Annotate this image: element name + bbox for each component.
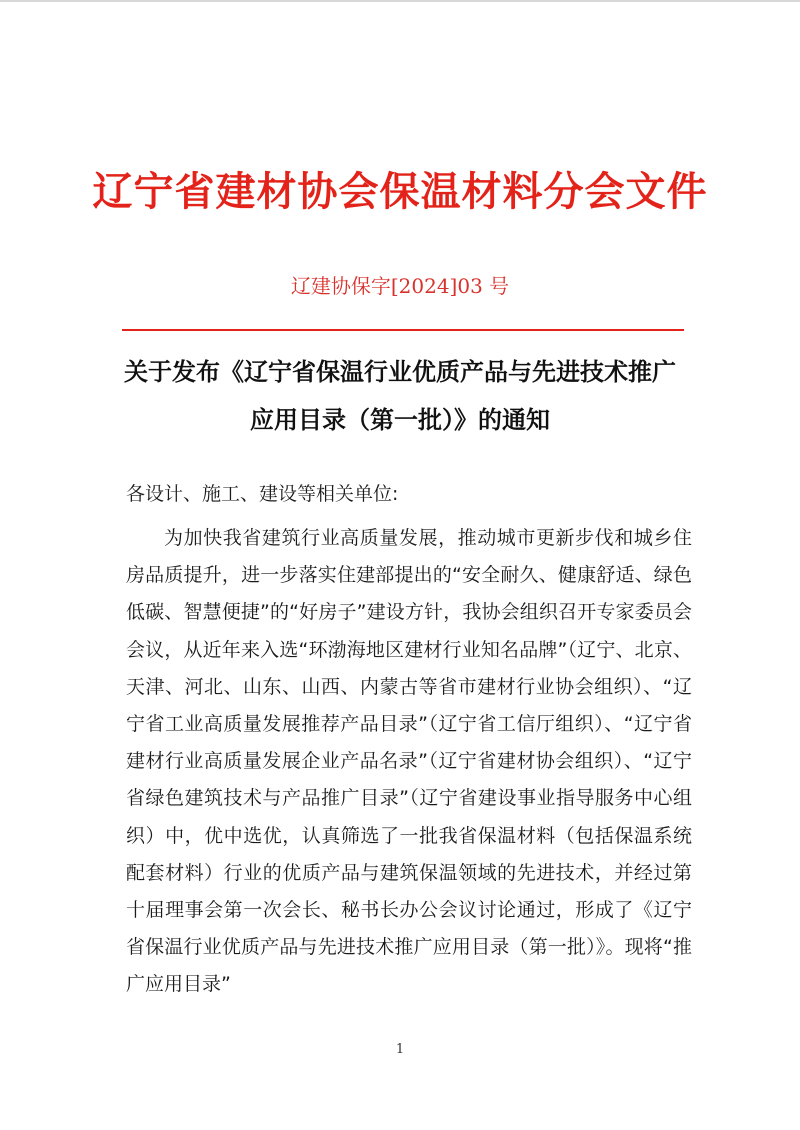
body-paragraph: 为加快我省建筑行业高质量发展，推动城市更新步伐和城乡住房品质提升，进一步落实住建部提出的“安全耐久、健康舒适、绿色低碳、智慧便捷”的“好房子”建设方针，我协会组织召开专家委员会会议，从近年来入选“环渤海地区建材行业知名品牌”（辽宁、北京、天津、河北、山东、山西、内蒙古等省市建材行业协会组织）、“辽宁省工业高质量发展推荐产品目录”（辽宁省工信厅组织）、“辽宁省建材行业高质量发展企业产品名录”（辽宁省建材协会组织）、“辽宁省绿色建筑技术与产品推广目录”（辽宁省建设事业指导服务中心组织）中，优中选优，认真筛选了一批我省保温材料（包括保温系统配套材料）行业的优质产品与建筑保温领域的先进技术，并经过第十届理事会第一次会长、秘书长办公会议讨论通过，形成了《辽宁省保温行业优质产品与先进技术推广应用目录（第一批）》。现将“推广应用目录” [126,527,692,996]
red-divider-line [122,329,684,331]
document-number: 辽建协保字[2024]03 号 [290,274,510,298]
organization-header: 辽宁省建材协会保温材料分会文件 [92,169,708,215]
notice-title-line-2: 应用目录（第一批）》的通知 [250,406,550,434]
notice-title [100,348,700,444]
addressee-line: 各设计、施工、建设等相关单位: [126,483,399,505]
notice-title-line-1: 关于发布《辽宁省保温行业优质产品与先进技术推广 [124,358,676,386]
page-number: 1 [395,1042,405,1057]
page-top-edge [0,0,800,2]
